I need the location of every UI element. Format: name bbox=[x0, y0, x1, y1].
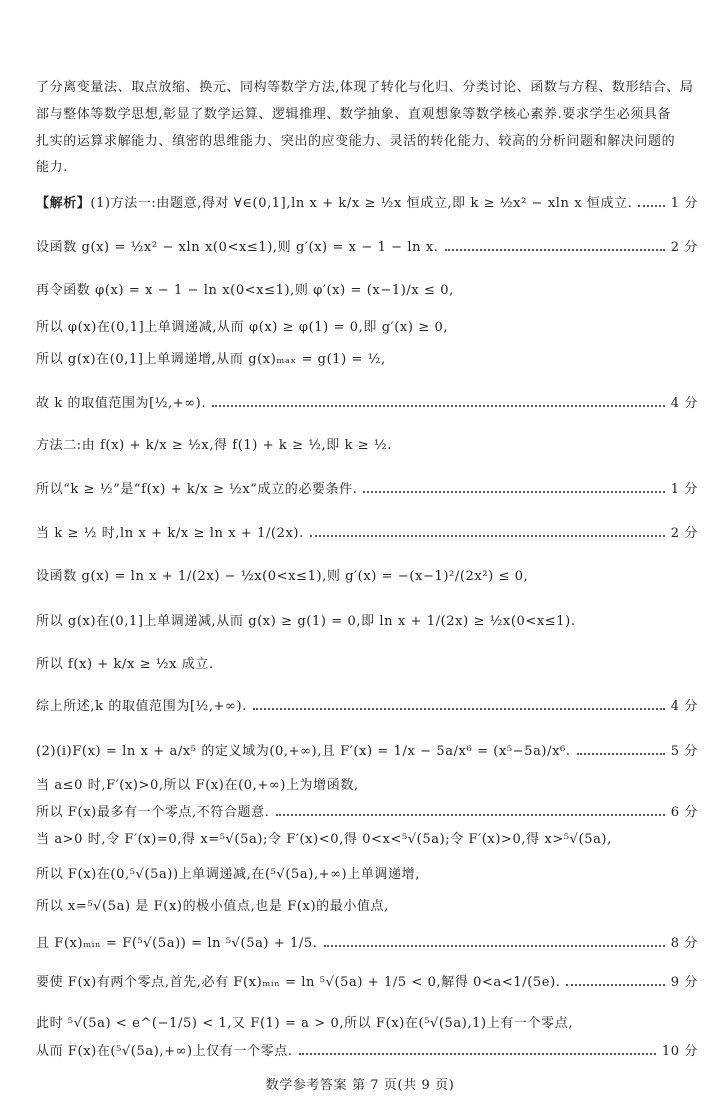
solution-line-11: 所以 g(x)在(0,1]上单调递减,从而 g(x) ≥ g(1) = 0,即 ln x + 1/(2x) ≥ ½x(0<x≤1). bbox=[36, 614, 576, 629]
solution-line-19: 所以 x=⁵√(5a) 是 F(x)的极小值点,也是 F(x)的最小值点, bbox=[36, 899, 389, 914]
solution-line-15: 当 a≤0 时,F′(x)>0,所以 F(x)在(0,+∞)上为增函数, bbox=[36, 778, 359, 793]
dot-leader bbox=[276, 814, 665, 816]
score-mark: 2 分 bbox=[670, 526, 698, 541]
solution-label: 【解析】 bbox=[36, 196, 91, 211]
solution-line-12: 所以 f(x) + k/x ≥ ½x 成立. bbox=[36, 657, 214, 672]
solution-line-9: 当 k ≥ ½ 时,ln x + k/x ≥ ln x + 1/(2x). 2 分 bbox=[36, 526, 698, 541]
dot-leader bbox=[566, 984, 664, 986]
dot-leader bbox=[253, 708, 665, 710]
score-mark: 4 分 bbox=[670, 699, 698, 714]
dot-leader bbox=[577, 753, 665, 755]
solution-line-7: 方法二:由 f(x) + k/x ≥ ½x,得 f(1) + k ≥ ½,即 k ≥ ½. bbox=[36, 438, 392, 453]
solution-line-16: 所以 F(x)最多有一个零点,不符合题意. 6 分 bbox=[36, 805, 698, 820]
dot-leader bbox=[212, 405, 665, 407]
solution-line-5: 所以 g(x)在(0,1]上单调递增,从而 g(x)ₘₐₓ = g(1) = ½, bbox=[36, 352, 386, 367]
dot-leader bbox=[445, 249, 665, 251]
score-mark: 5 分 bbox=[670, 744, 698, 759]
intro-line-4: 能力. bbox=[36, 160, 68, 175]
dot-leader bbox=[638, 205, 664, 207]
solution-line-14: (2)(i)F(x) = ln x + a/x⁵ 的定义域为(0,+∞),且 F′(x) = 1/x − 5a/x⁶ = (x⁵−5a)/x⁶. 5 分 bbox=[36, 744, 698, 759]
solution-line-17: 当 a>0 时,令 F′(x)=0,得 x=⁵√(5a);令 F′(x)<0,得 0<x<⁵√(5a);令 F′(x)>0,得 x>⁵√(5a), bbox=[36, 832, 612, 847]
solution-line-10: 设函数 g(x) = ln x + 1/(2x) − ½x(0<x≤1),则 g′(x) = −(x−1)²/(2x²) ≤ 0, bbox=[36, 569, 529, 584]
solution-line-2: 设函数 g(x) = ½x² − xln x(0<x≤1),则 g′(x) = x − 1 − ln x. 2 分 bbox=[36, 240, 698, 255]
solution-line-4: 所以 φ(x)在(0,1]上单调递减,从而 φ(x) ≥ φ(1) = 0,即 g′(x) ≥ 0, bbox=[36, 320, 449, 335]
solution-line-21: 要使 F(x)有两个零点,首先,必有 F(x)ₘᵢₙ = ln ⁵√(5a) + 1/5 < 0,解得 0<a<1/(5e). 9 分 bbox=[36, 975, 698, 990]
solution-line-20: 且 F(x)ₘᵢₙ = F(⁵√(5a)) = ln ⁵√(5a) + 1/5. 8 分 bbox=[36, 936, 698, 951]
intro-line-1: 了分离变量法、取点放缩、换元、同构等数学方法,体现了转化与化归、分类讨论、函数与方程、数形结合、局 bbox=[36, 80, 694, 95]
solution-line-22: 此时 ⁵√(5a) < e^(−1/5) < 1,又 F(1) = a > 0,所以 F(x)在(⁵√(5a),1)上有一个零点, bbox=[36, 1016, 574, 1031]
score-mark: 6 分 bbox=[670, 805, 698, 820]
score-mark: 4 分 bbox=[670, 396, 698, 411]
dot-leader bbox=[324, 945, 665, 947]
dot-leader bbox=[310, 535, 665, 537]
solution-line-13: 综上所述,k 的取值范围为[½,+∞). 4 分 bbox=[36, 699, 698, 714]
intro-line-3: 扎实的运算求解能力、缜密的思维能力、突出的应变能力、灵活的转化能力、较高的分析问题和解决问题的 bbox=[36, 134, 676, 149]
solution-line-1: 【解析】 (1)方法一:由题意,得对 ∀∈(0,1],ln x + k/x ≥ ½x 恒成立,即 k ≥ ½x² − xln x 恒成立. 1 分 bbox=[36, 196, 698, 211]
score-mark: 8 分 bbox=[670, 936, 698, 951]
solution-line-23: 从而 F(x)在(⁵√(5a),+∞)上仅有一个零点. 10 分 bbox=[36, 1044, 698, 1059]
dot-leader bbox=[363, 491, 664, 493]
score-mark: 2 分 bbox=[670, 240, 698, 255]
score-mark: 1 分 bbox=[670, 196, 698, 211]
dot-leader bbox=[299, 1053, 656, 1055]
solution-line-18: 所以 F(x)在(0,⁵√(5a))上单调递减,在(⁵√(5a),+∞)上单调递增, bbox=[36, 867, 420, 882]
solution-line-8: 所以“k ≥ ½”是“f(x) + k/x ≥ ½x”成立的必要条件. 1 分 bbox=[36, 482, 698, 497]
score-mark: 9 分 bbox=[670, 975, 698, 990]
score-mark: 1 分 bbox=[670, 482, 698, 497]
intro-line-2: 部与整体等数学思想,彰显了数学运算、逻辑推理、数学抽象、直观想象等数学核心素养.要求学生必须具备 bbox=[36, 107, 672, 122]
page-footer: 数学参考答案 第 7 页(共 9 页) bbox=[265, 1078, 455, 1093]
solution-line-3: 再令函数 φ(x) = x − 1 − ln x(0<x≤1),则 φ′(x) = (x−1)/x ≤ 0, bbox=[36, 283, 454, 298]
solution-line-6: 故 k 的取值范围为[½,+∞). 4 分 bbox=[36, 396, 698, 411]
score-mark: 10 分 bbox=[661, 1044, 698, 1059]
